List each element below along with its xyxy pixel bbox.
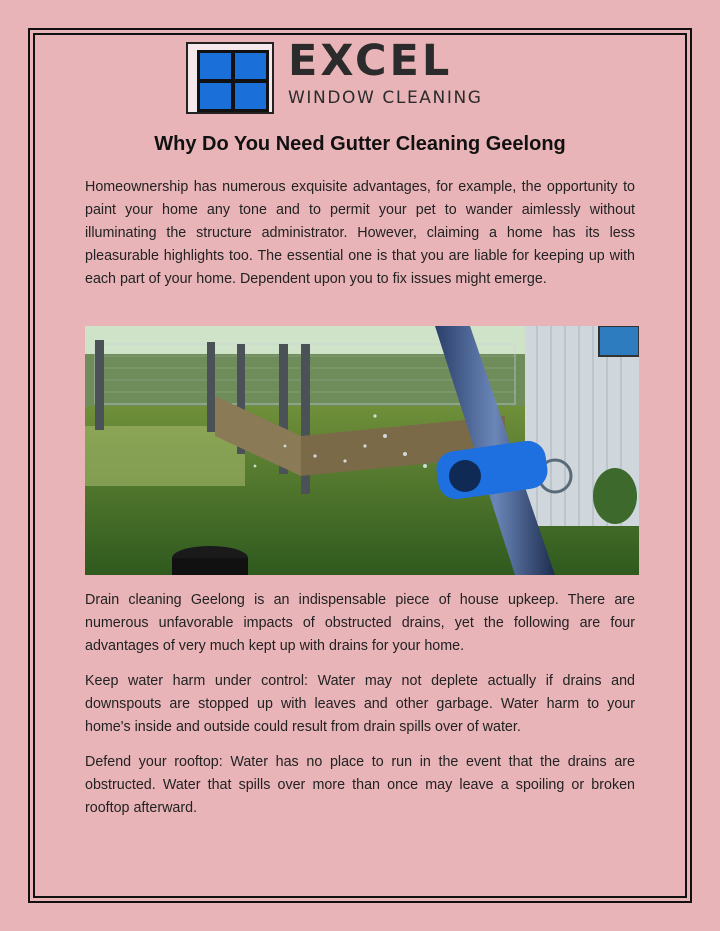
window-logo-icon <box>186 42 274 114</box>
logo-subtitle: WINDOW CLEANING <box>288 88 483 108</box>
logo-brand-name: EXCEL <box>288 36 453 86</box>
article-title: Why Do You Need Gutter Cleaning Geelong <box>154 133 566 155</box>
gutter-cleaning-photo <box>85 326 639 575</box>
paragraph-intro: Homeownership has numerous exquisite advantages, for example, the opportunity to paint your home any tone and to permit your pet to wander aimlessly without illuminating the structure administrator. However, claiming a home has its less pleasurable highlights too. The essential one is that you are liable for keeping up with each part of your home. Dependent upon you to fix issues might emerge. <box>85 179 635 287</box>
paragraph-water-harm: Keep water harm under control: Water may not deplete actually if drains and downspouts are stopped up with leaves and other garbage. Water harm to your home's inside and outside could result from drain spills over of water. <box>85 673 635 735</box>
window-pane-graphic <box>197 50 269 112</box>
paragraph-drain-cleaning: Drain cleaning Geelong is an indispensable piece of house upkeep. There are numerous unfavorable impacts of obstructed drains, yet the following are four advantages of very much kept up with drains for your home. <box>85 592 635 654</box>
paragraph-rooftop: Defend your rooftop: Water has no place to run in the event that the drains are obstructed. Water that spills over more than once may leave a spoiling or broken rooftop afterward. <box>85 754 635 816</box>
company-logo <box>186 36 538 114</box>
